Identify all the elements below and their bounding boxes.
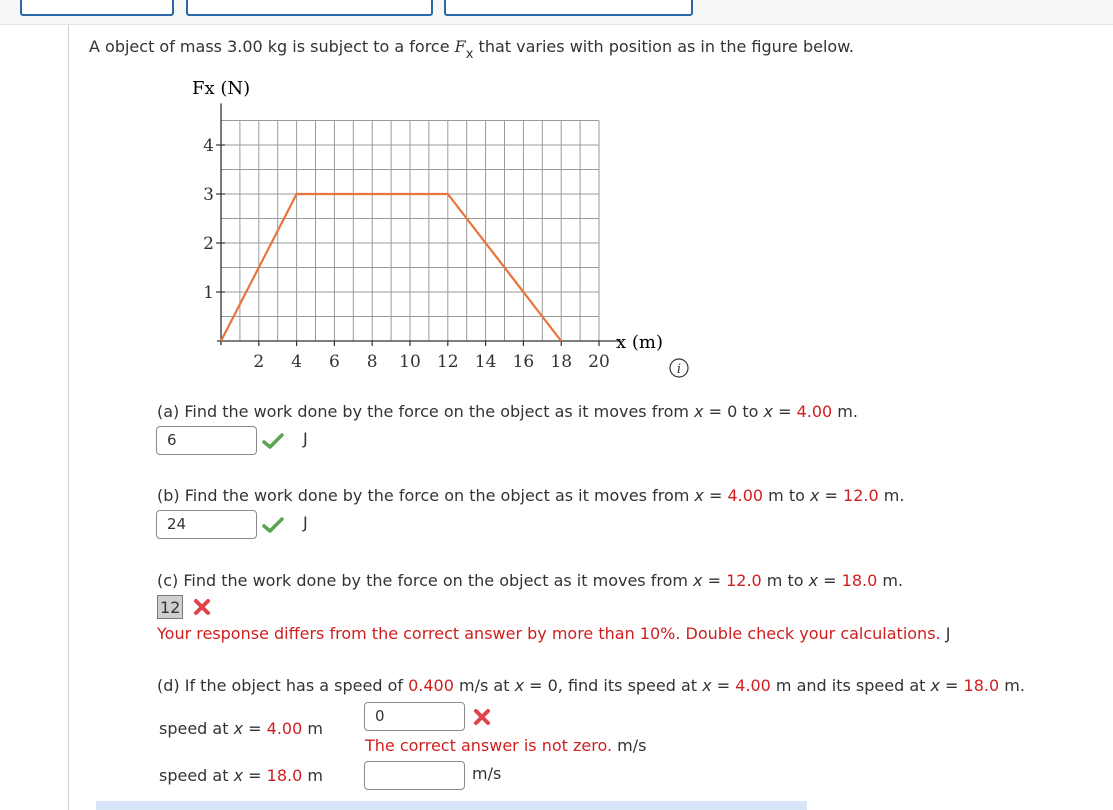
part-c-question: (c) Find the work done by the force on the object as it moves from x = 12.0 m to x = 18.0 m. <box>157 571 904 590</box>
top-bar <box>0 0 1113 25</box>
correct-check-icon <box>262 432 284 450</box>
tab-button-3[interactable] <box>444 0 693 16</box>
y-tick-label: 2 <box>203 234 214 254</box>
part-a-answer-input[interactable]: 6 <box>156 426 257 455</box>
part-b-answer-input[interactable]: 24 <box>156 510 257 539</box>
tab-button-2[interactable] <box>186 0 433 16</box>
svg-text:i: i <box>676 362 682 377</box>
x-tick-label: 10 <box>399 352 421 372</box>
chart-ticks <box>203 136 610 372</box>
speed-at-4m-feedback: The correct answer is not zero. m/s <box>365 736 647 755</box>
problem-statement: A object of mass 3.00 kg is subject to a force $F_x$ that varies with position as in the figure below. <box>89 37 854 63</box>
y-tick-label: 3 <box>203 185 214 205</box>
part-c-answer: 12 <box>157 595 183 619</box>
part-b-unit: J <box>303 513 308 532</box>
part-d-row2-label: speed at x = 18.0 m <box>159 766 323 785</box>
content-frame-border <box>68 25 69 810</box>
part-d-question: (d) If the object has a speed of 0.400 m/s at x = 0, find its speed at x = 4.00 m and its speed at x = 18.0 m. <box>157 676 1025 695</box>
submit-bar <box>96 801 807 810</box>
x-tick-label: 20 <box>588 352 610 372</box>
x-tick-label: 16 <box>512 352 535 372</box>
info-icon[interactable] <box>669 358 689 378</box>
y-tick-label: 1 <box>203 283 214 303</box>
part-d-row1-label: speed at x = 4.00 m <box>159 719 323 738</box>
x-tick-label: 12 <box>436 352 459 372</box>
tab-button-1[interactable] <box>20 0 174 16</box>
incorrect-x-icon <box>193 598 211 616</box>
part-b-question: (b) Find the work done by the force on the object as it moves from x = 4.00 m to x = 12.0 m. <box>157 486 905 505</box>
speed-at-18m-input[interactable] <box>364 761 465 790</box>
correct-check-icon <box>262 516 284 534</box>
y-tick-label: 4 <box>203 136 214 156</box>
part-c-feedback: Your response differs from the correct answer by more than 10%. Double check your calculations. J <box>157 624 951 643</box>
part-a-question: (a) Find the work done by the force on the object as it moves from x = 0 to x = 4.00 m. <box>157 402 858 421</box>
x-axis-label: x (m) <box>616 332 663 353</box>
y-axis-label: Fx (N) <box>192 78 251 99</box>
part-a-unit: J <box>303 429 308 448</box>
x-tick-label: 2 <box>253 352 265 372</box>
speed-at-18m-unit: m/s <box>472 764 502 783</box>
force-position-chart <box>180 72 680 382</box>
x-tick-label: 18 <box>550 352 573 372</box>
incorrect-x-icon <box>473 708 491 726</box>
x-tick-label: 8 <box>366 352 378 372</box>
x-tick-label: 6 <box>328 352 340 372</box>
speed-at-4m-input[interactable]: 0 <box>364 702 465 731</box>
x-tick-label: 4 <box>291 352 303 372</box>
x-tick-label: 14 <box>474 352 497 372</box>
